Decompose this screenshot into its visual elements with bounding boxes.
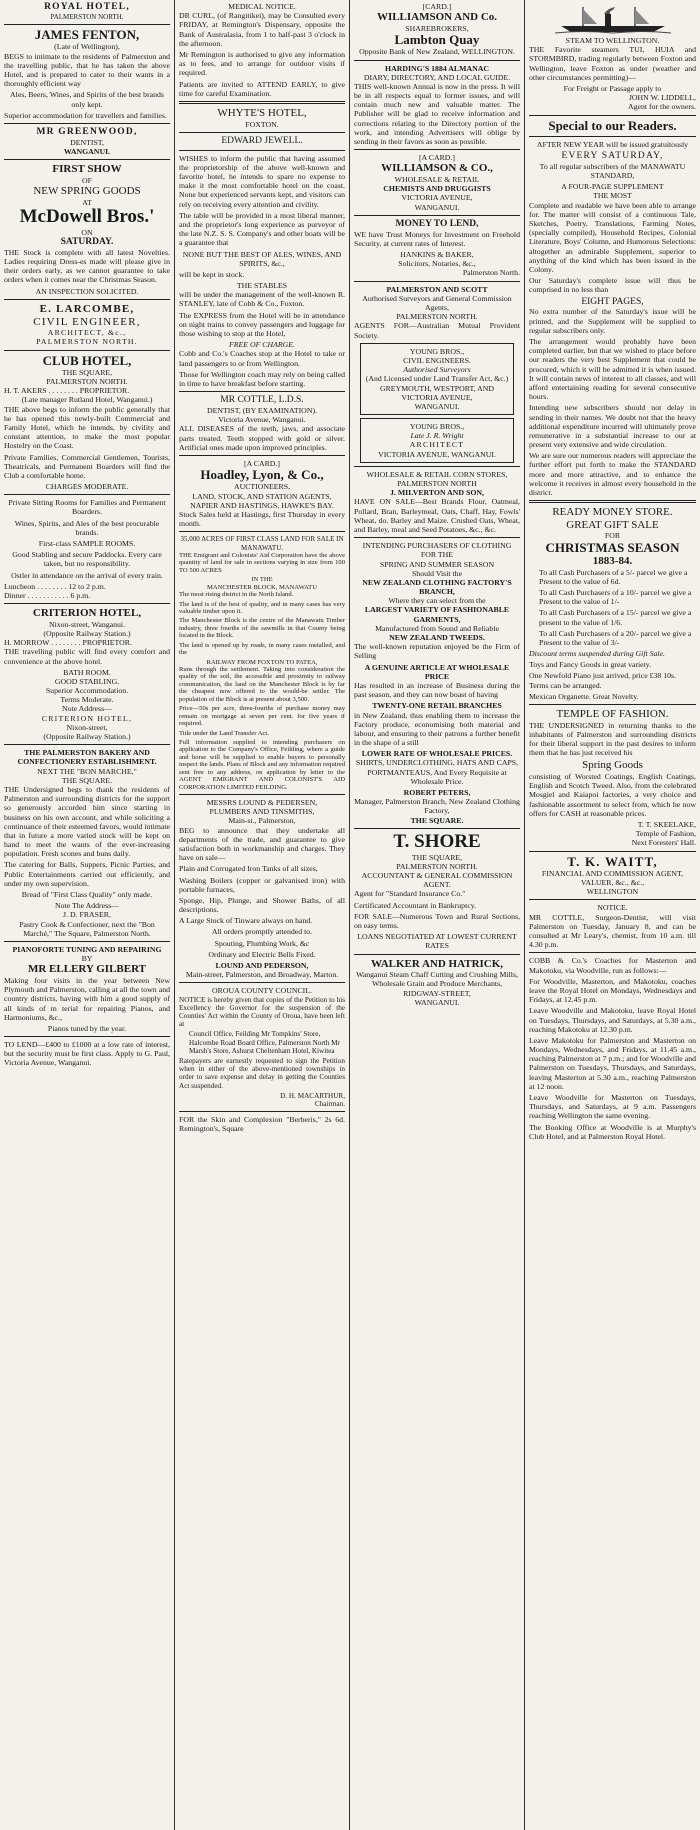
club-wines: Wines, Spirits, and Ales of the best procurable brands. xyxy=(14,518,160,537)
club-ostler: Ostler in attendance on the arrival of every train. xyxy=(11,570,163,580)
stables-body: will be under the management of the well-known R. STANLEY, late of Cobb & Co., Foxton. xyxy=(179,290,345,309)
wc-name: WILLIAMSON & CO., xyxy=(381,162,493,175)
medical-body2: Mr Remington is authorised to give any information as to fees, and to arrange for outdoor visits if required. xyxy=(179,49,345,78)
criterion-prop: H. MORROW . . . . . . . . PROPRIETOR. xyxy=(4,638,132,648)
express-free: FREE OF CHARGE. xyxy=(228,340,296,350)
rm-title: READY MONEY STORE. xyxy=(552,506,673,519)
cloth-manuf: Manufactured from Sound and Reliable xyxy=(375,623,499,633)
oroua-title: OROUA COUNTY COUNCIL. xyxy=(212,986,312,996)
rm-item: To all Cash Purchasers of a 15/- parcel we give a present to the value of 1/6. xyxy=(539,608,692,627)
criterion-stab: GOOD STABLING. xyxy=(54,676,120,686)
steam-body: THE Favorite steamers TUI, HUIA and STORMBIRD, trading regularly between Foxton and Wellington, leave Foxton as under (weather and other circumstances permitting)— xyxy=(529,45,696,82)
special-most: THE MOST xyxy=(593,191,632,201)
yb-ave: VICTORIA AVENUE, xyxy=(401,392,473,402)
column-1 xyxy=(0,0,175,1830)
waitt-name: T. K. WAITT, xyxy=(567,853,658,869)
club-sample: First-class SAMPLE ROOMS. xyxy=(38,539,136,548)
rm-discount: Discount terms suspended during Gift Sale. xyxy=(529,649,666,659)
cloth-nzbody: in New Zealand, thus enabling them to increase the Factory produce, economising both material and labour, and ensuring to their patrons a further benefit in the shape of a still xyxy=(354,710,520,748)
hoadley-agents: LAND, STOCK, AND STATION AGENTS, xyxy=(192,491,332,501)
steam-title: STEAM TO WELLINGTON. xyxy=(565,36,660,45)
rm-xmas: CHRISTMAS SEASON xyxy=(545,539,680,555)
criterion-opp2: (Opposite Railway Station.) xyxy=(43,732,131,742)
acres-title: 35,000 ACRES OF FIRST CLASS LAND FOR SALE IN MANAWATU. xyxy=(180,535,344,552)
temple-name: T. T. SKEELAKE, xyxy=(637,820,696,830)
wb-opp: Opposite Bank of New Zealand, WELLINGTON. xyxy=(359,47,515,57)
wh-grain: Wholesale Grain and Produce Merchants, xyxy=(371,979,503,989)
cloth-where: Where they can select from the xyxy=(388,596,486,606)
wb-name: WILLIAMSON AND Co. xyxy=(376,11,498,24)
notice-title: NOTICE. xyxy=(597,903,628,913)
lound-orders: All orders promptly attended to. xyxy=(211,927,313,937)
column-2 xyxy=(175,0,350,1830)
oroua-chair: Chairman. xyxy=(314,1100,345,1109)
oroua-rate: Ratepayers are earnestly requested to sign the Petition when in either of the above-mentioned townships in order to save expense and delay in getting the Counties Act suspended. xyxy=(179,1057,345,1090)
wc-addr: VICTORIA AVENUE, xyxy=(401,193,473,203)
mcdowell-name: McDowell Bros.' xyxy=(19,205,155,227)
cottle-place: Victoria Avenue, Wanganui. xyxy=(218,415,306,425)
rm-item: To all Cash Purchasers of a 10/- parcel we give a Present to the value of 1/- xyxy=(539,587,692,607)
cottle-title: MR COTTLE, L.D.S. xyxy=(220,395,304,406)
steamship-icon xyxy=(553,4,673,34)
money-title: MONEY TO LEND, xyxy=(395,218,479,229)
club-stabling: Good Stabling and secure Paddocks. Every care taken, but no responsibility. xyxy=(12,550,162,569)
cobb-2: Leave Woodville and Makotoku, leave Royal Hotel on Tuesdays, Thursdays, and Saturdays, at 5.30 a.m., reaching Makotoku at 12.30 p.m. xyxy=(529,1006,696,1034)
royal-hotel-title: ROYAL HOTEL, xyxy=(44,2,130,12)
bakery-fraser: J. D. FRASER, xyxy=(63,910,111,920)
temple-goods: consisting of Worsted Coatings, English Coatings, English and Scotch Tweed. Also, from the celebrated Mosgiel and Kaiapoi factories, a very choice and fashionable assortment to select from, which he now offers for CASH at reasonable prices. xyxy=(529,772,696,818)
yb2-arch: ARCHITECT xyxy=(409,440,465,450)
acres-title-act: Title under the Land Transfer Act. xyxy=(179,729,269,737)
ps-sub: Authorised Surveyors and General Commission Agents, xyxy=(362,293,512,312)
cloth-genuine: A GENUINE ARTICLE AT WHOLESALE PRICE xyxy=(364,662,510,681)
column-4 xyxy=(525,0,700,1830)
ps-title: PALMERSTON AND SCOTT xyxy=(386,284,488,294)
special-every: EVERY SATURDAY, xyxy=(561,150,664,161)
temple-spring: Spring Goods xyxy=(582,759,643,772)
yb-land: (And Licensed under Land Transfer Act, &c.) xyxy=(365,374,509,384)
lound-title: MESSRS LOUND & PEDERSEN, xyxy=(206,798,318,808)
yb2-addr: VICTORIA AVENUE, WANGANUI. xyxy=(378,449,496,459)
shore-loans: LOANS NEGOTIATED AT LOWEST CURRENT RATES xyxy=(357,932,517,951)
rm-for: FOR xyxy=(604,531,621,541)
wb-card: [CARD.] xyxy=(422,2,452,11)
cloth-largest: LARGEST VARIETY OF FASHIONABLE GARMENTS, xyxy=(364,605,510,624)
criterion-opp: (Opposite Railway Station.) xyxy=(43,628,131,638)
criterion-title: CRITERION HOTEL, xyxy=(32,607,142,620)
wb-share: SHAREBROKERS, xyxy=(405,23,469,33)
harding-title: HARDING'S 1884 ALMANAC xyxy=(385,63,489,73)
cobb-body: COBB & Co.'s Coaches for Masterton and Makotoku, via Woodville, run as follows:— xyxy=(529,956,696,975)
bakery-pastry: Pastry Cook & Confectioner, next the "Bon Marché," The Square, Palmerston North. xyxy=(19,919,155,938)
corn-title: WHOLESALE & RETAIL CORN STORES, xyxy=(366,469,508,479)
steam-agent: JOHN W. LIDDELL, xyxy=(628,93,696,103)
royal-hotel-place: PALMERSTON NORTH. xyxy=(50,12,124,21)
harding-sub: DIARY, DIRECTORY, AND LOCAL GUIDE. xyxy=(363,72,511,82)
special-supp: A FOUR-PAGE SUPPLEMENT xyxy=(561,182,664,192)
cobb-5: The Booking Office at Woodville is at Murphy's Club Hotel, and at Palmerston Royal Hotel. xyxy=(529,1122,696,1141)
acres-price: Price—50s per acre, three-fourths of purchase money may remain on mortgage at seven per cent. for five years if required. xyxy=(179,705,345,728)
larcombe-arch: ARCHITECT, &c., xyxy=(47,328,127,338)
rm-great: GREAT GIFT SALE xyxy=(566,518,659,531)
cloth-square: THE SQUARE. xyxy=(410,815,464,825)
greenwood-name: MR GREENWOOD, xyxy=(36,126,138,137)
club-prop: H. T. AKERS . . . . . . . . PROPRIETOR. xyxy=(4,386,130,396)
temple-title: TEMPLE OF FASHION. xyxy=(556,708,669,721)
mcd-day: SATURDAY. xyxy=(60,237,114,247)
special-sat: Our Saturday's complete issue will thus be comprised in no less than xyxy=(529,276,696,295)
yb-name: YOUNG BROS., xyxy=(409,346,465,356)
acres-opened: The land is opened up by roads, in many cases metalled, and the xyxy=(179,641,345,657)
wc-card: [A CARD.] xyxy=(419,153,455,163)
acres-in: IN THE xyxy=(251,576,273,584)
corn-place: PALMERSTON NORTH xyxy=(397,479,477,488)
bakery-title: THE PALMERSTON BAKERY AND CONFECTIONERY ESTABLISHMENT. xyxy=(17,748,157,767)
oroua-list: Council Office, Feilding Mr Tompkins' Store, Halcombe Road Board Office, Palmerston North Mr Marsh's Store, Ashurst Cheltenham Hotel, Kiwitea xyxy=(189,1030,340,1055)
yb-auth: Authorised Surveyors xyxy=(403,365,471,375)
shore-square: THE SQUARE, xyxy=(411,852,463,862)
yb2-name: YOUNG BROS., xyxy=(409,422,465,432)
wh-street: RIDGWAY-STREET, xyxy=(403,988,471,998)
criterion-body: THE travelling public will find every comfort and convenience at the above hotel. xyxy=(4,647,170,666)
column-3 xyxy=(350,0,525,1830)
club-hotel-title: CLUB HOTEL, xyxy=(42,352,132,368)
express-body: The EXPRESS from the Hotel will be in attendance on night trains to convey passengers and luggage for those wishing to stop at the Hotel, xyxy=(179,310,345,338)
piano-tuned: Pianos tuned by the year. xyxy=(47,1023,127,1033)
fenton-body: BEGS to intimate to the residents of Palmerston and the travelling public, that he has taken the above Hotel, and is prepared to cater to their wants in a thoroughly efficient way xyxy=(4,51,170,89)
mcd-at: AT xyxy=(82,197,92,207)
mcd-inspection: AN INSPECTION SOLICITED. xyxy=(35,286,139,296)
bakery-body: THE Undersigned begs to thank the residents of Palmerston and surrounding districts for the support so generously accorded him since starting in business on his own account, and while soliciting a continuance of their esteemed favors, would intimate that in future a more varied stock will be kept on hand to meet the wants of the ever-increasing population. Fresh scones and buns daily. xyxy=(4,784,170,859)
jewell-body: WISHES to inform the public that having assumed the proprietorship of the above well-known and favorite hotel, he intends to spare no expense to make it the most comfortable hotel on the coast. None but experienced servants kept, and visitors can rely on receiving every attention and civility. xyxy=(179,153,345,209)
piano-title: PIANOFORTE TUNING AND REPAIRING xyxy=(12,944,162,954)
steam-freight: For Freight or Passage apply to xyxy=(563,83,662,93)
yb-places: GREYMOUTH, WESTPORT, AND xyxy=(379,383,495,393)
yb2-late: Late J. R. Wright xyxy=(410,431,464,441)
hoadley-card: [A CARD.] xyxy=(244,458,280,468)
cloth-shirts: SHIRTS, UNDERCLOTHING, HATS AND CAPS, PORTMANTEAUS, And Every Requisite at Wholesale Price. xyxy=(355,758,519,786)
wc-place: WANGANUI. xyxy=(414,202,460,212)
hoadley-name: Hoadley, Lyon, & Co., xyxy=(200,467,324,483)
lound-trade: PLUMBERS AND TINSMITHS, xyxy=(209,807,315,817)
hoadley-auct: AUCTIONEERS, xyxy=(233,482,291,492)
medical-body3: Patients are invited to ATTEND EARLY, to give time for careful Examination. xyxy=(179,79,345,98)
young-bros-card xyxy=(360,343,514,415)
lound-tanks: Plain and Corrugated Iron Tanks of all sizes, xyxy=(179,864,318,874)
whyte-title: WHYTE'S HOTEL, xyxy=(217,106,307,119)
lend-notice: TO LEND—£400 to £1000 at a low rate of interest, but the security must be first class. Apply to G. Paul, Victoria Avenue, Wanganui. xyxy=(4,1040,170,1068)
acres-land: The land is of the best of quality, and in many cases has very valuable timber upon it. xyxy=(179,600,345,615)
cobb-3: Leave Makotoku for Palmerston and Masterton on Mondays, Wednesdays, and Fridays, at 11.45 a.m., reaching Palmerston at 7 p.m.; and for Woodville and Palmerston on Tuesdays, Thursdays, and Saturdays, leaving Masterton at 5.30 a.m., reaching Palmerston at 12 noon. xyxy=(529,1035,696,1091)
young-bros-architect xyxy=(360,418,514,463)
lound-place: Main-st., Palmerston, xyxy=(228,816,296,826)
special-body6: We are sure our numerous readers will appreciate the further effort put forth to make the STANDARD more and more attractive, and to enhance the welcome it receives in almost every household in the district. xyxy=(529,451,696,498)
club-body: THE above begs to inform the public generally that he has opened this newly-built Commercial and Family Hotel, which he intends, by civility and constant attention, to make the most popular Hostelry on the Coast. xyxy=(4,404,170,451)
cloth-peters: ROBERT PETERS, xyxy=(403,788,471,797)
acres-block: MANCHESTER BLOCK, MANAWATU xyxy=(207,583,317,591)
larcombe-place: PALMERSTON NORTH. xyxy=(36,337,138,347)
criterion-name2: CRITERION HOTEL, xyxy=(41,713,133,723)
acres-body: THE Emigrant and Colonists' Aid Corporation have the above quantity of land for sale in sections varying in size from 100 TO 500 ACRES xyxy=(179,551,345,574)
rm-organ: Mexican Organette. Great Novelty. xyxy=(529,691,639,701)
medical-body: DR CURL, (of Rangitikei), may be Consulted every FRIDAY, at Remington's Dispensary, opposite the Bank of Australasia, from 1 to half-past 3 o'clock in the afternoon. xyxy=(179,11,345,48)
larcombe-title: CIVIL ENGINEER, xyxy=(33,315,141,328)
criterion-sup: Superior Accommodation. xyxy=(45,686,129,696)
cloth-lower: LOWER RATE OF WHOLESALE PRICES. xyxy=(361,749,513,759)
cobb-foxton: Cobb and Co.'s Coaches stop at the Hotel to take or land passengers to or from Wellington. xyxy=(179,349,345,368)
criterion-note: Note Address— xyxy=(61,704,113,714)
acres-railway: RAILWAY FROM FOXTON TO PATEA, xyxy=(206,658,318,666)
ps-agents: AGENTS FOR—Australian Mutual Provident Society. xyxy=(354,321,520,340)
wb-quay: Lambton Quay xyxy=(394,32,480,48)
oroua-sign: D. H. MACARTHUR, xyxy=(280,1091,345,1100)
club-sitting: Private Sitting Rooms for Families and Permanent Boarders. xyxy=(8,498,166,517)
lound-spouting: Spouting, Plumbing Work, &c xyxy=(214,938,310,948)
cloth-tweeds: NEW ZEALAND TWEEDS. xyxy=(389,633,485,642)
mcd-new: NEW SPRING GOODS xyxy=(33,185,141,198)
money-sol: Solicitors, Notaries, &c., xyxy=(398,259,476,269)
special-body3: No extra number of the Saturday's issue will be printed, and the Supplement will be supplied to regular subscribers only. xyxy=(529,307,696,335)
mcd-first: FIRST SHOW xyxy=(52,163,122,176)
greenwood-place: WANGANUI. xyxy=(63,147,111,157)
acres-runs: Runs through the settlement. Taking into consideration the quality of the soil, the accessible and proximity to railway communication, the land on the Manchester Block is by far the cheapest now offered to the would-be settler. The population of the Block is at present about 3,500. xyxy=(179,666,345,703)
rm-item: To all Cash Purchasers of a 20/- parcel we give a Present to the value of 3/- xyxy=(539,628,692,647)
yb-wang: WANGANUI. xyxy=(414,401,460,411)
club-place: PALMERSTON NORTH. xyxy=(46,377,128,386)
wh-mills: Wanganui Steam Chaff Cutting and Crushing Mills, xyxy=(356,970,518,980)
fenton-late: (Late of Wellington), xyxy=(54,42,120,52)
greenwood-title: DENTIST, xyxy=(70,137,104,147)
money-firm: HANKINS & BAKER, xyxy=(400,250,474,260)
acres-info: Full information supplied to intending purchasers on application to the Company's Office, Feilding, where a guide and horse will be supplied to enable buyers to personally inspect the lands. Plans of Block and any information required sent free to any address, on application by letter to the AGENT EMIGRANT AND COLONIST'S AID CORPORATION LIMITED FEILDING. xyxy=(179,738,345,791)
corn-firm: J. MILVERTON AND SON, xyxy=(390,488,484,498)
ps-place: PALMERSTON NORTH. xyxy=(396,312,478,322)
club-lunch: Luncheon . . . . . . . . 12 to 2 p.m. xyxy=(4,581,106,591)
bakery-catering: The catering for Balls, Suppers, Picnic Parties, and Public Entertainments carried out efficiently, and under my own supervision. xyxy=(4,860,170,888)
cloth-mgr: Manager, Palmerston Branch, New Zealand Clothing Factory, xyxy=(354,797,520,816)
criterion-street2: Nixon-street, xyxy=(66,722,108,732)
cloth-rep: The well-known reputation enjoyed be the Firm of Selling xyxy=(354,642,520,661)
cottle-sub: DENTIST, (BY EXAMINATION). xyxy=(206,406,317,416)
yb-civil: CIVIL ENGINEERS. xyxy=(403,355,471,365)
special-title: Special to our Readers. xyxy=(548,117,677,133)
notice-body: MR COTTLE, Surgeon-Dentist, will visit Palmerston on Tuesday, January 8, and can be consulted at Mr Leary's, chemist, from 10 a.m. till 4.30 p.m. xyxy=(529,912,696,950)
lound-addr2: Main-street, Palmerston, and Broadway, Marton. xyxy=(185,970,339,980)
criterion-terms: Terms Moderate. xyxy=(60,695,114,705)
special-body4: The arrangement would probably have been completed earlier, but that we wished to place before our readers the very best Supplement that could be procured, which it will be admitted it is when issued. It will contain news of interest to all classes, and will afford entertaining reading for several consecutive hours. xyxy=(529,337,696,402)
club-late: (Late manager Rutland Hotel, Wanganui.) xyxy=(21,395,153,405)
shore-name: T. SHORE xyxy=(393,830,481,852)
cloth-season: SPRING AND SUMMER SEASON xyxy=(379,559,495,569)
temple-of: Temple of Fashion, xyxy=(635,829,696,839)
fenton-name: JAMES FENTON, xyxy=(34,27,140,43)
criterion-bath: BATH ROOM. xyxy=(63,667,111,677)
piano-name: MR ELLERY GILBERT xyxy=(27,963,146,976)
harding-body: THIS well-known Annual is now in the press. It will be in all respects equal to former issues, and will contain much new and valuable matter. The Publisher will be glad to receive information and corrections relating to the Directory portion of the work, and intending Advertisers will oblige by sending in their favors as soon as possible. xyxy=(354,81,520,146)
mcd-on: ON xyxy=(81,227,93,237)
shore-acct: ACCOUNTANT & GENERAL COMMISSION AGENT. xyxy=(361,871,513,890)
special-body5: Intending new subscribers should not delay in sending in their names. We doubt not that the heavy additional expenditure incurred will ultimately prove remunerative in a substantial increase to our at present very extensive and wide circulation. xyxy=(529,403,696,450)
jewell-kept: will be kept in stock. xyxy=(179,269,245,279)
wh-place: WANGANUI. xyxy=(414,997,460,1007)
club-dinner: Dinner . . . . . . . . . . . 6 p.m. xyxy=(4,590,91,600)
wh-name: WALKER AND HATRICK, xyxy=(370,957,504,970)
cloth-nz: NEW ZEALAND CLOTHING FACTORY'S BRANCH, xyxy=(362,577,512,597)
jewell-name: EDWARD JEWELL. xyxy=(221,135,303,146)
cloth-branches: TWENTY-ONE RETAIL BRANCHES xyxy=(372,701,502,711)
cloth-result: Has resulted in an increase of Business during the past season, and they can now boast of having xyxy=(354,680,520,700)
club-charges: CHARGES MODERATE. xyxy=(45,482,129,492)
acres-fertile: The most rising district in the North Island. xyxy=(179,591,294,599)
shore-place: PALMERSTON NORTH. xyxy=(396,861,478,871)
corn-body: HAVE ON SALE—Best Brands Flour, Oatmeal, Pollard, Bran, Barleymeal, Oats, Chaff, Hay, Fowls' Wheat, do. Barley and Maize. Crushed Oats, Wheat, and Barley, meal and Seed Potatoes, &c., &c. xyxy=(354,497,520,534)
special-to: To all regular subscribers of the MANAWATU STANDARD, xyxy=(539,161,686,181)
bakery-note: Note The Address— xyxy=(55,901,119,911)
hoadley-napier: NAPIER AND HASTINGS, HAWKE'S BAY. xyxy=(190,500,334,510)
criterion-place: Nixon-street, Wanganui. xyxy=(48,619,126,629)
cloth-for: FOR THE xyxy=(420,550,454,560)
lound-boilers: Washing Boilers (copper or galvanised iron) with portable furnaces, xyxy=(179,875,345,894)
mcd-body: THE Stock is complete with all latest Novelties. Ladies requiring Dress-es made will please give in their orders early, as we cannot guarantee to take orders when it comes near the Christmas Season. xyxy=(4,247,170,285)
special-body2: Complete and readable we have been able to arrange for. The matter will consist of a continuous Tale, Sketches, Poetry, Translations, Farming Notes, (specially compiled), Household Recipes, Colonial Literature, Boys' Column, and Humorous Selections: altogether an admirable Supplement, superior to anything of the kind which has been issued in the Colony. xyxy=(529,200,696,274)
stables-title: THE STABLES xyxy=(236,281,288,291)
oroua-body: NOTICE is hereby given that copies of the Petition to his Excellency the Governor for the suspension of the Counties' Act within the County of Oroua, have been left at xyxy=(179,995,345,1029)
acres-manchester: The Manchester Block is the centre of the Manawatu Timber industry, three fourths of the sawmills in that County being located in the Block. xyxy=(179,617,345,640)
rm-toys: Toys and Fancy Goods in great variety. xyxy=(529,660,652,670)
hoadley-sales: Stock Sales held at Hastings, first Thursday in every month. xyxy=(179,510,345,529)
shore-agent: Agent for "Standard Insurance Co." xyxy=(354,889,466,899)
rm-item: To all Cash Purchasers of a 5/- parcel we give a Present to the value of 6d. xyxy=(539,567,688,586)
club-addr: THE SQUARE, xyxy=(61,367,113,377)
temple-body: THE UNDERSIGNED in returning thanks to the inhabitants of Palmerston and surrounding districts for their liberal support in the past desires to inform them that he has just received his xyxy=(529,720,696,758)
bakery-bread: Bread of "First Class Quality" only made. xyxy=(21,890,153,900)
wc-chem: CHEMISTS AND DRUGGISTS xyxy=(383,184,491,194)
bakery-square: THE SQUARE. xyxy=(61,775,113,785)
waitt-place: WELLINGTON xyxy=(586,887,639,897)
whyte-place: FOXTON. xyxy=(245,119,279,129)
steam-owners: Agent for the owners. xyxy=(628,102,696,112)
medical-title: MEDICAL NOTICE. xyxy=(228,2,296,11)
cottle-body: ALL DISEASES of the teeth, jaws, and associate parts treated. Teeth stopped with gold or silver. Artificial ones made upon improved principles. xyxy=(179,424,345,452)
club-private: Private Families, Commercial Gentlemen, Tourists, Theatricals, and Permanent Boarders will find the Club a comfortable home. xyxy=(4,452,170,480)
rm-piano: One Newfold Piano just arrived, price £38 10s. Terms can be arranged. xyxy=(529,671,677,690)
money-body: WE have Trust Moneys for Investment on Freehold Security, at current rates of Interest. xyxy=(354,229,520,248)
piano-by: BY xyxy=(81,954,93,964)
special-body: AFTER NEW YEAR will be issued gratuitously xyxy=(536,139,689,149)
lound-name2: LOUND AND PEDERSON, xyxy=(215,961,309,971)
lound-stock: A Large Stock of Tinware always on hand. xyxy=(179,916,313,926)
rm-year: 1883-84. xyxy=(592,554,633,567)
wc-trade: WHOLESALE & RETAIL xyxy=(394,175,480,185)
cobb-foxton2: Those for Wellington coach may rely on being called in time to have breakfast before starting. xyxy=(179,369,345,388)
larcombe-name: E. LARCOMBE, xyxy=(39,302,135,315)
fenton-superior: Superior accommodation for travellers and families. xyxy=(4,110,167,120)
cloth-visit: Should Visit the xyxy=(411,568,463,578)
cobb-4: Leave Woodville for Masterton on Tuesdays, Thursdays, and Saturdays, at 9 a.m. Passengers reaching Wellington the same evening. xyxy=(529,1093,696,1121)
skin-notice: FOR the Skin and Complexion "Berberis," 2s 6d. Remington's, Square xyxy=(179,1115,345,1134)
lound-bells: Ordinary and Electric Bells Fixed. xyxy=(208,949,316,959)
piano-body: Making four visits in the year between New Plymouth and Palmerston, calling at all the town and country districts, having with him a good supply of all kinds of m terial for repairing Pianos, and Harmoniums, &c., xyxy=(4,975,170,1022)
jewell-table: The table will be provided in a most liberal manner, and the proprietor's long experience as purveyor of the late N.Z. S. S. Company's and other boats will be a guarantee that xyxy=(179,210,345,248)
lound-body: BEG to announce that they undertake all departments of the trade, and guarantee to give satisfaction both in workmanship and charges. They have on sale— xyxy=(179,825,345,863)
mcd-of: OF xyxy=(82,175,92,185)
bakery-next: NEXT THE "BON MARCHE," xyxy=(37,766,137,776)
shore-sale: FOR SALE—Numerous Town and Rural Sections, on easy terms. xyxy=(354,911,520,930)
cobb-1: For Woodville, Masterton, and Makotoku, coaches leave the Royal Hotel on Mondays, Wednesdays and Fridays, at 12.45 p.m. xyxy=(529,976,696,1005)
fenton-ales: Ales, Beers, Wines, and Spirits of the best brands only kept. xyxy=(10,90,164,109)
special-eight: EIGHT PAGES, xyxy=(581,296,644,307)
cloth-title: INTENDING PURCHASERS OF CLOTHING xyxy=(362,541,512,551)
shore-cert: Certificated Accountant in Bankruptcy. xyxy=(354,900,477,910)
money-place: Palmerston North. xyxy=(462,268,520,278)
lound-sponge: Sponge, Hip, Plunge, and Shower Baths, of all descriptions. xyxy=(179,895,345,915)
jewell-none: NONE BUT THE BEST OF ALES, WINES, AND SPIRITS, &c., xyxy=(182,249,342,268)
waitt-sub: FINANCIAL AND COMMISSION AGENT, VALUER, &c., &c., xyxy=(541,868,684,888)
temple-next: Next Foresters' Hall. xyxy=(631,838,696,848)
